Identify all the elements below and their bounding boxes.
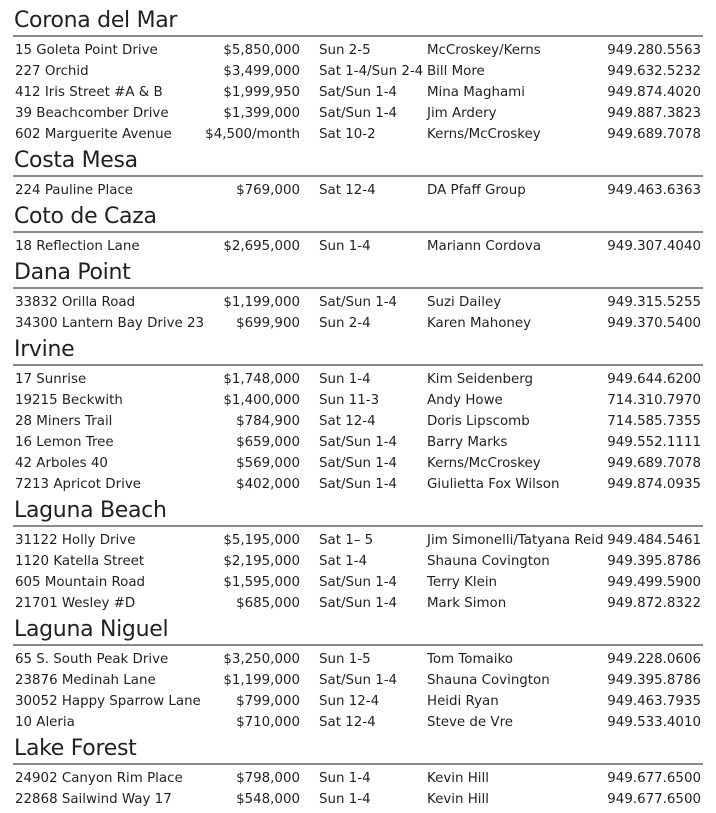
- open-house-time: Sat/Sun 1-4: [319, 85, 398, 100]
- listing-price: $1,199,000: [223, 295, 300, 310]
- agent-phone: 949.395.8786: [607, 673, 701, 688]
- section-divider: [13, 763, 703, 765]
- city-heading: Lake Forest: [14, 736, 137, 761]
- listing-row: [13, 82, 703, 103]
- listing-agent: Shauna Covington: [427, 673, 550, 688]
- listing-price: $699,900: [236, 316, 300, 331]
- listing-row: [13, 411, 703, 432]
- city-heading: Laguna Niguel: [14, 617, 169, 642]
- open-house-time: Sat 12-4: [319, 715, 376, 730]
- listing-address: 21701 Wesley #D: [15, 596, 136, 611]
- listing-address: 33832 Orilla Road: [15, 295, 136, 310]
- open-house-time: Sat 1– 5: [319, 533, 374, 548]
- listing-agent: Karen Mahoney: [427, 316, 532, 331]
- open-house-time: Sun 11-3: [319, 393, 380, 408]
- open-house-time: Sat 12-4: [319, 414, 376, 429]
- open-house-time: Sat/Sun 1-4: [319, 477, 398, 492]
- listing-address: 65 S. South Peak Drive: [15, 652, 169, 667]
- listing-price: $402,000: [236, 477, 300, 492]
- listing-agent: Jim Simonelli/Tatyana Reid: [427, 533, 604, 548]
- listing-address: 31122 Holly Drive: [15, 533, 136, 548]
- city-section: [13, 260, 703, 337]
- listing-address: 1120 Katella Street: [15, 554, 145, 569]
- listing-agent: Mina Maghami: [427, 85, 525, 100]
- listing-row: [13, 369, 703, 390]
- listing-agent: Mark Simon: [427, 596, 507, 611]
- city-section: [13, 8, 703, 148]
- listing-address: 23876 Medinah Lane: [15, 673, 156, 688]
- listing-row: [13, 474, 703, 495]
- section-divider: [13, 287, 703, 289]
- open-house-time: Sat/Sun 1-4: [319, 575, 398, 590]
- city-section: [13, 736, 703, 813]
- agent-phone: 949.689.7078: [607, 127, 701, 142]
- listing-agent: Andy Howe: [427, 393, 503, 408]
- listing-price: $5,850,000: [223, 43, 300, 58]
- section-divider: [13, 35, 703, 37]
- listing-address: 30052 Happy Sparrow Lane: [15, 694, 201, 709]
- listing-row: [13, 313, 703, 334]
- agent-phone: 949.632.5232: [607, 64, 701, 79]
- listing-row: [13, 432, 703, 453]
- listing-price: $569,000: [236, 456, 300, 471]
- agent-phone: 949.463.7935: [607, 694, 701, 709]
- listing-address: 34300 Lantern Bay Drive 23: [15, 316, 205, 331]
- open-house-time: Sat/Sun 1-4: [319, 596, 398, 611]
- listing-row: [13, 61, 703, 82]
- listing-row: [13, 40, 703, 61]
- open-house-time: Sun 1-4: [319, 792, 371, 807]
- open-house-time: Sun 1-5: [319, 652, 371, 667]
- open-house-time: Sun 1-4: [319, 771, 371, 786]
- open-house-time: Sun 1-4: [319, 239, 371, 254]
- city-heading: Dana Point: [14, 260, 131, 285]
- listing-agent: Bill More: [427, 64, 485, 79]
- listing-price: $3,250,000: [223, 652, 300, 667]
- listing-address: 39 Beachcomber Drive: [15, 106, 169, 121]
- listing-agent: Barry Marks: [427, 435, 508, 450]
- agent-phone: 714.310.7970: [607, 393, 701, 408]
- listing-address: 602 Marguerite Avenue: [15, 127, 172, 142]
- listing-agent: Giulietta Fox Wilson: [427, 477, 560, 492]
- listing-agent: DA Pfaff Group: [427, 183, 526, 198]
- section-divider: [13, 644, 703, 646]
- agent-phone: 949.228.0606: [607, 652, 701, 667]
- listing-row: [13, 292, 703, 313]
- listing-address: 227 Orchid: [15, 64, 89, 79]
- agent-phone: 949.874.0935: [607, 477, 701, 492]
- listing-row: [13, 768, 703, 789]
- listing-price: $3,499,000: [223, 64, 300, 79]
- listing-price: $548,000: [236, 792, 300, 807]
- listing-price: $1,399,000: [223, 106, 300, 121]
- agent-phone: 949.280.5563: [607, 43, 701, 58]
- agent-phone: 949.463.6363: [607, 183, 701, 198]
- agent-phone: 949.677.6500: [607, 771, 701, 786]
- listing-row: [13, 551, 703, 572]
- agent-phone: 949.315.5255: [607, 295, 701, 310]
- listing-address: 42 Arboles 40: [15, 456, 108, 471]
- listing-agent: Kerns/McCroskey: [427, 127, 541, 142]
- listing-row: [13, 124, 703, 145]
- listing-agent: Jim Ardery: [427, 106, 497, 121]
- listing-price: $1,595,000: [223, 575, 300, 590]
- section-divider: [13, 175, 703, 177]
- open-house-time: Sat/Sun 1-4: [319, 295, 398, 310]
- open-house-time: Sat/Sun 1-4: [319, 456, 398, 471]
- agent-phone: 949.395.8786: [607, 554, 701, 569]
- open-house-time: Sat/Sun 1-4: [319, 106, 398, 121]
- city-heading: Coto de Caza: [14, 204, 157, 229]
- section-divider: [13, 525, 703, 527]
- listing-address: 7213 Apricot Drive: [15, 477, 141, 492]
- agent-phone: 949.307.4040: [607, 239, 701, 254]
- listing-address: 412 Iris Street #A & B: [15, 85, 163, 100]
- listing-price: $659,000: [236, 435, 300, 450]
- listing-price: $1,400,000: [223, 393, 300, 408]
- listing-price: $685,000: [236, 596, 300, 611]
- listing-agent: Shauna Covington: [427, 554, 550, 569]
- listing-row: [13, 180, 703, 201]
- agent-phone: 949.533.4010: [607, 715, 701, 730]
- listing-agent: Suzi Dailey: [427, 295, 502, 310]
- listing-price: $798,000: [236, 771, 300, 786]
- listing-address: 22868 Sailwind Way 17: [15, 792, 172, 807]
- listing-price: $5,195,000: [223, 533, 300, 548]
- listing-address: 605 Mountain Road: [15, 575, 146, 590]
- listing-address: 28 Miners Trail: [15, 414, 113, 429]
- listing-price: $1,748,000: [223, 372, 300, 387]
- listing-row: [13, 593, 703, 614]
- listing-agent: Doris Lipscomb: [427, 414, 530, 429]
- listing-agent: Mariann Cordova: [427, 239, 542, 254]
- listing-row: [13, 390, 703, 411]
- listing-address: 10 Aleria: [15, 715, 75, 730]
- listing-price: $4,500/month: [205, 127, 300, 142]
- open-house-time: Sat 10-2: [319, 127, 376, 142]
- agent-phone: 949.644.6200: [607, 372, 701, 387]
- agent-phone: 949.370.5400: [607, 316, 701, 331]
- listing-price: $799,000: [236, 694, 300, 709]
- listing-address: 16 Lemon Tree: [15, 435, 114, 450]
- listing-agent: Terry Klein: [427, 575, 498, 590]
- city-heading: Costa Mesa: [14, 148, 138, 173]
- open-house-time: Sun 1-4: [319, 372, 371, 387]
- agent-phone: 949.552.1111: [607, 435, 701, 450]
- section-divider: [13, 364, 703, 366]
- listing-agent: Kevin Hill: [427, 792, 489, 807]
- listing-agent: Kevin Hill: [427, 771, 489, 786]
- city-heading: Laguna Beach: [14, 498, 167, 523]
- listing-row: [13, 572, 703, 593]
- listing-price: $1,999,950: [223, 85, 300, 100]
- listing-price: $2,695,000: [223, 239, 300, 254]
- open-house-time: Sat 12-4: [319, 183, 376, 198]
- agent-phone: 949.484.5461: [607, 533, 701, 548]
- listing-price: $784,900: [236, 414, 300, 429]
- listing-address: 224 Pauline Place: [15, 183, 134, 198]
- open-house-time: Sun 2-4: [319, 316, 371, 331]
- listing-row: [13, 712, 703, 733]
- listing-address: 18 Reflection Lane: [15, 239, 140, 254]
- city-section: [13, 617, 703, 736]
- open-house-time: Sat 1-4/Sun 2-4: [319, 64, 424, 79]
- agent-phone: 949.874.4020: [607, 85, 701, 100]
- listing-agent: Steve de Vre: [427, 715, 514, 730]
- listing-price: $1,199,000: [223, 673, 300, 688]
- listing-row: [13, 670, 703, 691]
- open-house-time: Sat 1-4: [319, 554, 368, 569]
- open-house-listing: [13, 8, 703, 813]
- open-house-time: Sat/Sun 1-4: [319, 435, 398, 450]
- listing-row: [13, 691, 703, 712]
- listing-price: $710,000: [236, 715, 300, 730]
- section-divider: [13, 231, 703, 233]
- city-section: [13, 148, 703, 204]
- agent-phone: 949.677.6500: [607, 792, 701, 807]
- agent-phone: 949.689.7078: [607, 456, 701, 471]
- open-house-time: Sun 2-5: [319, 43, 371, 58]
- listing-agent: McCroskey/Kerns: [427, 43, 541, 58]
- city-section: [13, 498, 703, 617]
- listing-address: 17 Sunrise: [15, 372, 87, 387]
- city-heading: Corona del Mar: [14, 8, 178, 33]
- listing-address: 19215 Beckwith: [15, 393, 123, 408]
- listing-row: [13, 649, 703, 670]
- city-heading: Irvine: [14, 337, 75, 362]
- listing-row: [13, 530, 703, 551]
- listing-price: $2,195,000: [223, 554, 300, 569]
- listing-address: 15 Goleta Point Drive: [15, 43, 158, 58]
- listing-agent: Heidi Ryan: [427, 694, 499, 709]
- agent-phone: 949.887.3823: [607, 106, 701, 121]
- city-section: [13, 204, 703, 260]
- listing-row: [13, 103, 703, 124]
- agent-phone: 949.499.5900: [607, 575, 701, 590]
- listing-agent: Kerns/McCroskey: [427, 456, 541, 471]
- open-house-time: Sun 12-4: [319, 694, 380, 709]
- listing-address: 24902 Canyon Rim Place: [15, 771, 183, 786]
- listing-agent: Kim Seidenberg: [427, 372, 533, 387]
- agent-phone: 714.585.7355: [607, 414, 701, 429]
- listing-price: $769,000: [236, 183, 300, 198]
- listing-row: [13, 453, 703, 474]
- agent-phone: 949.872.8322: [607, 596, 701, 611]
- city-section: [13, 337, 703, 498]
- listing-agent: Tom Tomaiko: [427, 652, 513, 667]
- open-house-time: Sat/Sun 1-4: [319, 673, 398, 688]
- listing-row: [13, 236, 703, 257]
